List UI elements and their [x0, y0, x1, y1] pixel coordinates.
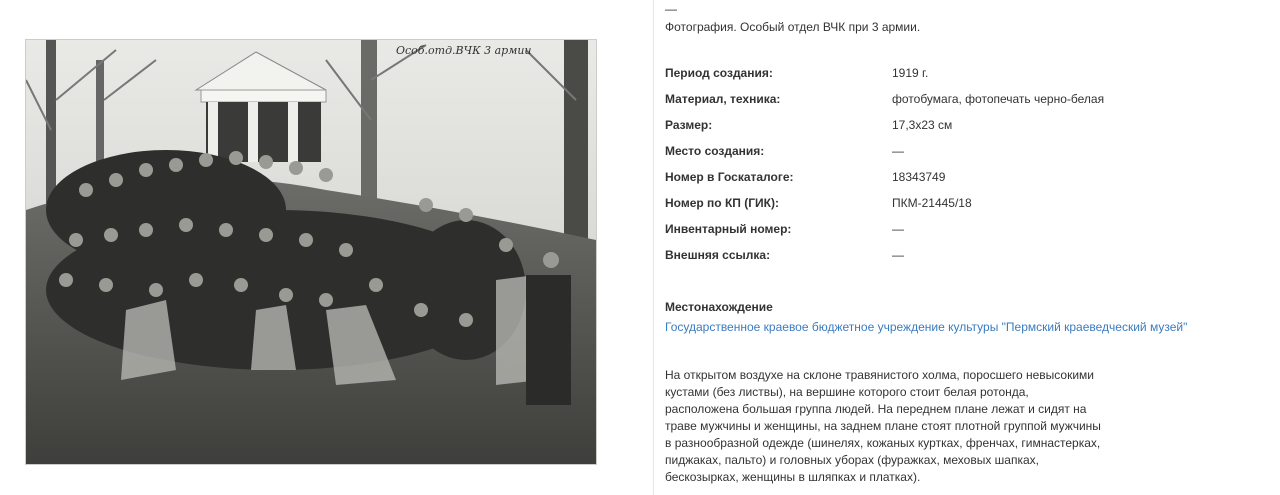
photo-inscription: Особ.отд.ВЧК 3 армии — [396, 44, 532, 57]
property-value: — — [892, 248, 904, 262]
property-value: 18343749 — [892, 170, 946, 184]
property-label: Материал, техника: — [665, 92, 781, 106]
property-row — [665, 248, 1265, 274]
property-row — [665, 196, 1265, 222]
property-value: фотобумага, фотопечать черно-белая — [892, 92, 1105, 106]
property-label: Номер в Госкаталоге: — [665, 170, 794, 184]
property-label: Размер: — [665, 118, 713, 132]
location-title: Местонахождение — [665, 300, 773, 314]
property-value: — — [892, 144, 904, 158]
description-line: пиджаках, пальто) и головных уборах (фуражках, меховых шапках, — [665, 453, 1039, 467]
property-label: Внешняя ссылка: — [665, 248, 771, 262]
property-row — [665, 66, 1265, 92]
object-subtitle: Фотография. Особый отдел ВЧК при 3 армии. — [665, 20, 921, 34]
info-panel — [665, 0, 1265, 495]
description-line: На открытом воздухе на склоне травянистого холма, поросшего невысокими — [665, 368, 1094, 382]
property-row — [665, 144, 1265, 170]
property-label: Инвентарный номер: — [665, 222, 792, 236]
panel-divider — [653, 0, 654, 495]
properties-list — [665, 66, 1265, 274]
property-row — [665, 92, 1265, 118]
archival-photo[interactable] — [26, 40, 596, 464]
description-line: бескозырках, женщины в шляпках и платках). — [665, 470, 921, 484]
property-label: Период создания: — [665, 66, 773, 80]
property-row — [665, 222, 1265, 248]
header-dash: — — [665, 2, 677, 16]
description-line: траве мужчины и женщины, на заднем плане стоят плотной группой мужчины — [665, 419, 1101, 433]
property-label: Место создания: — [665, 144, 765, 158]
property-value: 17,3x23 см — [892, 118, 953, 132]
photo-image — [26, 40, 596, 464]
property-label: Номер по КП (ГИК): — [665, 196, 779, 210]
property-value: — — [892, 222, 904, 236]
museum-link[interactable]: Государственное краевое бюджетное учреждение культуры "Пермский краеведческий музей" — [665, 320, 1188, 334]
description-line: расположена большая группа людей. На переднем плане лежат и сидят на — [665, 402, 1087, 416]
property-row — [665, 118, 1265, 144]
description-line: кустами (без листвы), на вершине которого стоит белая ротонда, — [665, 385, 1029, 399]
property-value: ПКМ-21445/18 — [892, 196, 972, 210]
description-line: в разнообразной одежде (шинелях, кожаных куртках, френчах, гимнастерках, — [665, 436, 1101, 450]
property-value: 1919 г. — [892, 66, 929, 80]
object-description — [665, 367, 1105, 486]
property-row — [665, 170, 1265, 196]
